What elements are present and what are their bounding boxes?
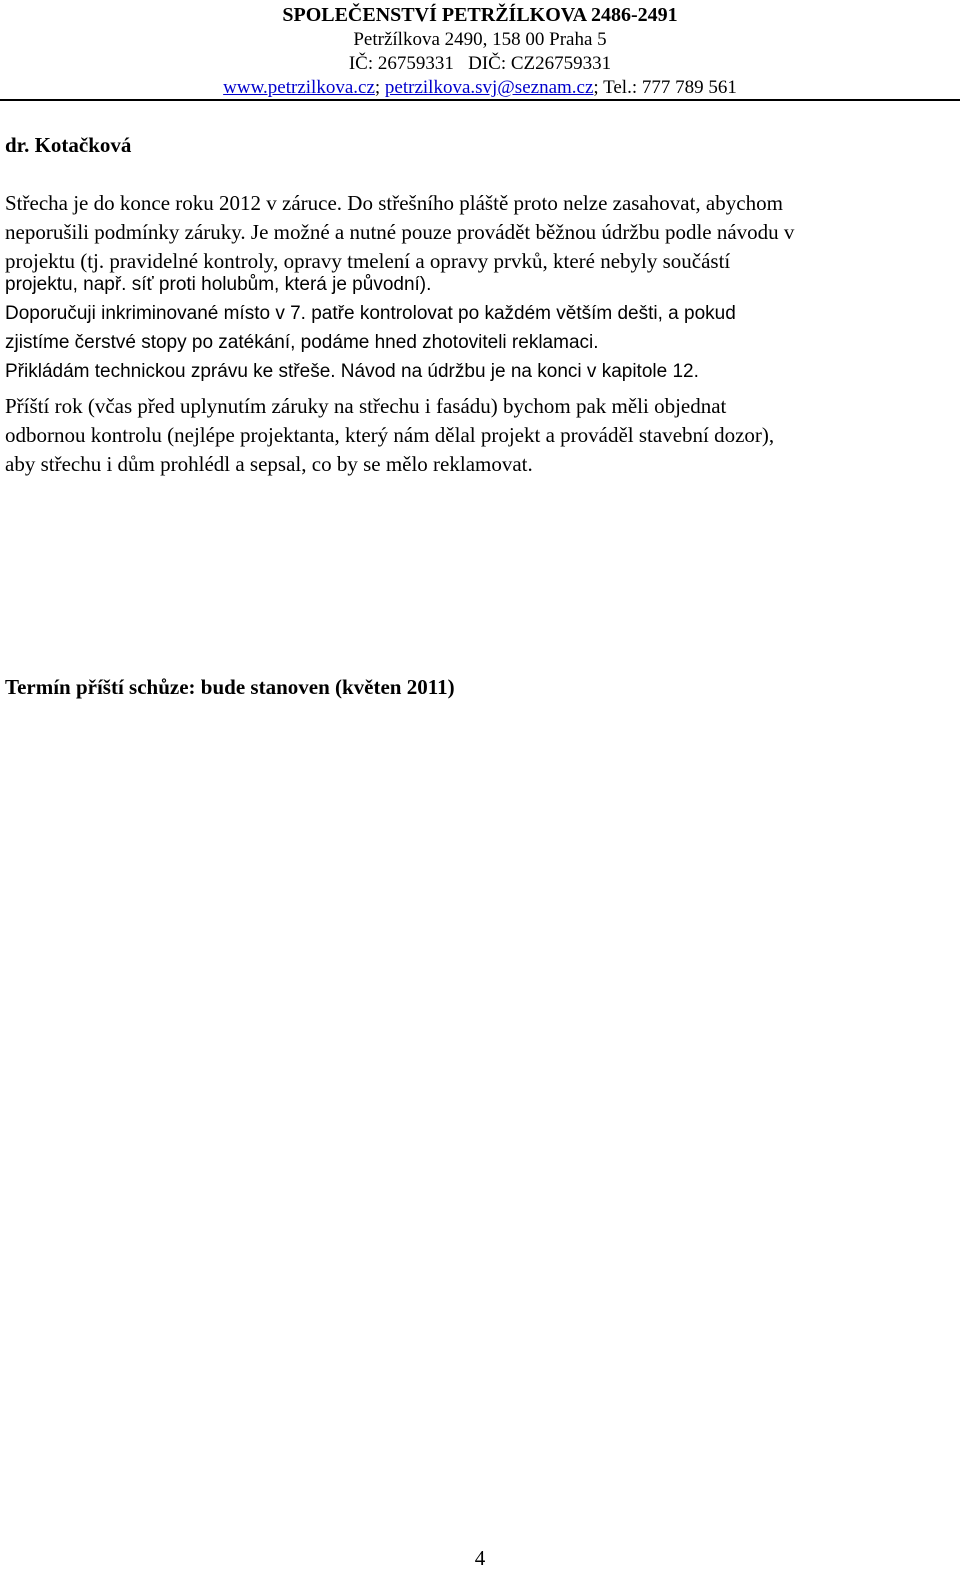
organization-name: SPOLEČENSTVÍ PETRŽÍLKOVA 2486-2491 [282, 4, 678, 26]
text-line: odbornou kontrolu (nejlépe projektanta, který nám dělal projekt a prováděl stavební dozor), [5, 423, 775, 447]
text-line: Příští rok (včas před uplynutím záruky na střechu i fasádu) bychom pak měli objednat [5, 394, 727, 418]
email-link[interactable]: petrzilkova.svj@seznam.cz [384, 77, 594, 98]
speaker-name: dr. Kotačková [5, 133, 132, 157]
recommendation-paragraph [5, 270, 955, 386]
contact-separator: ; [374, 77, 385, 98]
contact-line [0, 76, 960, 100]
next-meeting-heading: Termín příští schůze: bude stanoven (květen 2011) [5, 675, 455, 699]
ids-text: IČ: 26759331 DIČ: CZ26759331 [348, 53, 612, 74]
text-line: Doporučuji inkriminované místo v 7. patře kontrolovat po každém větším dešti, a pokud [5, 303, 736, 324]
text-line: zjistíme čerstvé stopy po zatékání, podáme hned zhotoviteli reklamaci. [5, 332, 599, 353]
text-line: Střecha je do konce roku 2012 v záruce. Do střešního pláště proto nelze zasahovat, abychom [5, 191, 783, 215]
text-line: Přikládám technickou zprávu ke střeše. Návod na údržbu je na konci v kapitole 12. [5, 361, 699, 382]
website-link[interactable]: www.petrzilkova.cz [223, 77, 375, 98]
page-number: 4 [474, 1546, 486, 1570]
phone-text: ; Tel.: 777 789 561 [593, 77, 737, 98]
organization-ids [0, 52, 960, 76]
roof-warranty-paragraph [5, 189, 955, 276]
text-line: projektu, např. síť proti holubům, která je původní). [5, 274, 432, 295]
organization-address: Petržílkova 2490, 158 00 Praha 5 [353, 29, 607, 50]
inspection-paragraph [5, 392, 955, 479]
text-line: projektu (tj. pravidelné kontroly, opravy tmelení a opravy prvků, které nebyly součástí [5, 249, 731, 273]
text-line: neporušili podmínky záruky. Je možné a nutné pouze provádět běžnou údržbu podle návodu v [5, 220, 795, 244]
text-line: aby střechu i dům prohlédl a sepsal, co by se mělo reklamovat. [5, 452, 533, 476]
letterhead [0, 0, 960, 101]
